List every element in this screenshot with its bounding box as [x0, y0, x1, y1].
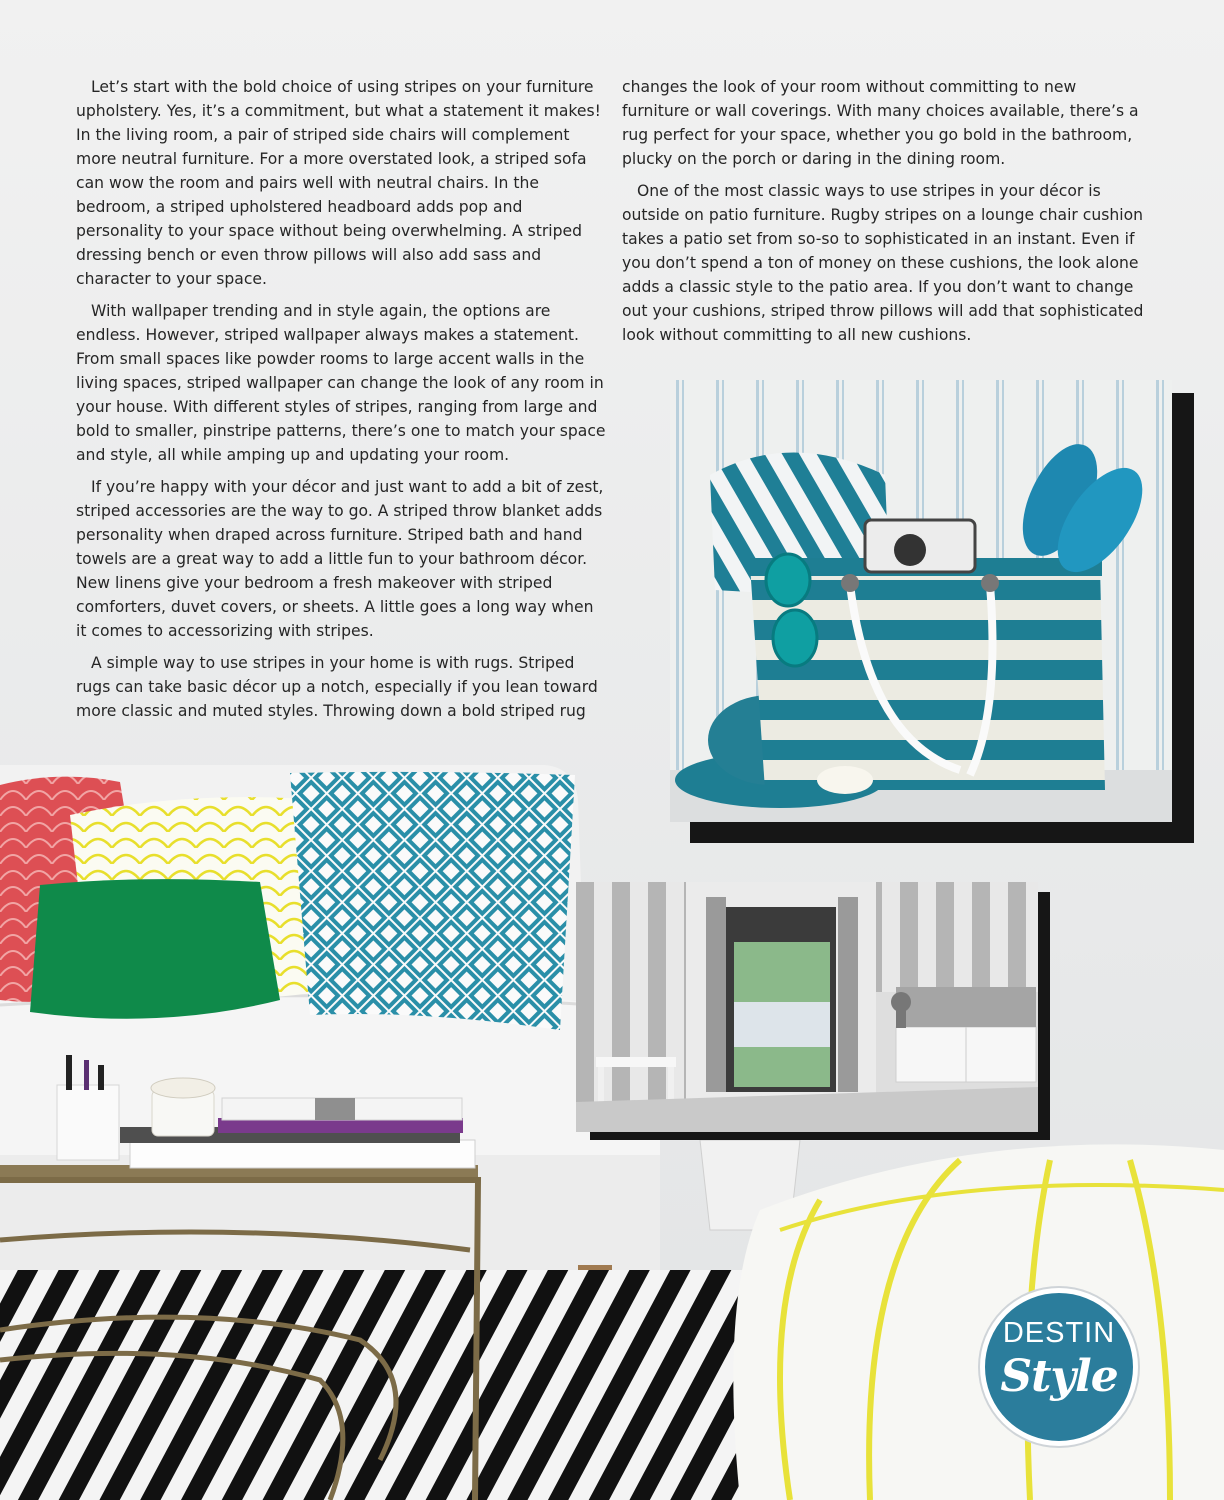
- badge-line-style: Style: [1000, 1351, 1118, 1402]
- article-paragraph: Let’s start with the bold choice of using stripes on your furniture upholstery. Yes, it’s a commitment, but what a statement it makes! In the living room, a pair of striped side chairs will complement more neutral furniture. For a more overstated look, a striped sofa can wow the room and pairs well with neutral chairs. In the bedroom, a striped upholstered headboard adds pop and personality to your space without being overwhelming. A striped dressing bench or even throw pillows will also add sass and character to your space.: [76, 78, 601, 288]
- bedroom-photo: [576, 882, 1038, 1132]
- article-paragraph: A simple way to use stripes in your home is with rugs. Striped rugs can take basic décor up a notch, especially if you lean toward more classic and muted styles. Throwing down a bold striped rug: [76, 654, 598, 720]
- article-column-left: [76, 75, 606, 731]
- article-paragraph: One of the most classic ways to use stripes in your décor is outside on patio furniture. Rugby stripes on a lounge chair cushion takes a patio set from so-so to sophisticated in an instant. Even if you don’t spend a ton of money on these cushions, the look alone adds a classic style to the patio area. If you don’t want to change out your cushions, striped throw pillows will add that sophisticated look without committing to all new cushions.: [622, 182, 1144, 344]
- article-paragraph: With wallpaper trending and in style again, the options are endless. However, striped wallpaper always makes a statement. From small spaces like powder rooms to large accent walls in the living spaces, striped wallpaper can change the look of any room in your house. With different styles of stripes, ranging from large and bold to smaller, pinstripe patterns, there’s one to match your space and style, all while amping up and updating your room.: [76, 302, 606, 464]
- article-paragraph: If you’re happy with your décor and just want to add a bit of zest, striped accessories are the way to go. A striped throw blanket adds personality when draped across furniture. Striped bath and hand towels are a great way to add a little fun to your bathroom décor. New linens give your bedroom a fresh makeover with striped comforters, duvet covers, or sheets. A little goes a long way when it comes to accessorizing with stripes.: [76, 478, 604, 640]
- badge-line-destin: DESTIN: [1002, 1317, 1116, 1349]
- destin-style-logo-badge: [980, 1288, 1138, 1446]
- article-paragraph: changes the look of your room without committing to new furniture or wall coverings. With many choices available, there’s a rug perfect for your space, whether you go bold in the bathroom, plucky on the porch or daring in the dining room.: [622, 78, 1139, 168]
- article-column-right: [622, 75, 1147, 355]
- beach-bag-photo: [670, 380, 1172, 822]
